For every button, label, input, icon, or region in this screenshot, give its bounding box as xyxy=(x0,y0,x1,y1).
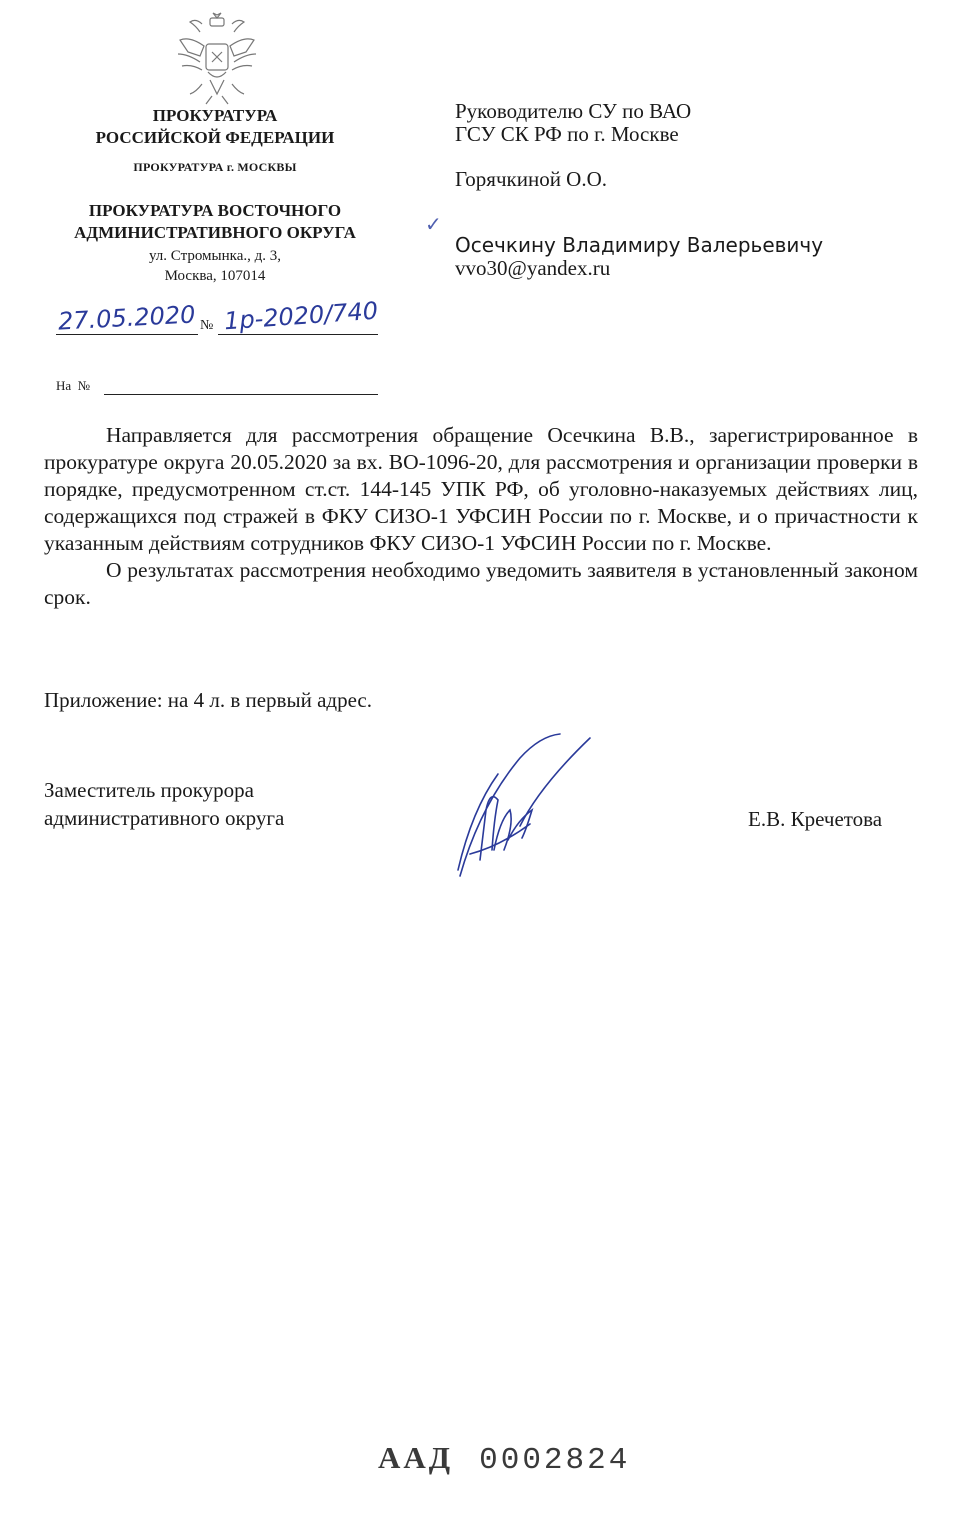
position-line2: административного округа xyxy=(44,806,285,830)
dept-line1: ПРОКУРАТУРА ВОСТОЧНОГО xyxy=(88,201,342,220)
reply-underline xyxy=(104,394,378,395)
recipient-1-line1: Руководителю СУ по ВАО xyxy=(455,99,692,123)
number-label: № xyxy=(200,318,214,333)
attachment-note: Приложение: на 4 л. в первый адрес. xyxy=(44,688,372,712)
body-paragraph-2: О результатах рассмотрения необходимо уведомить заявителя в установленный законом срок. xyxy=(44,558,918,609)
recipient-2-email: vvo30@yandex.ru xyxy=(455,256,611,280)
handwritten-signature xyxy=(450,730,610,890)
org-name xyxy=(60,105,370,149)
org-sub: ПРОКУРАТУРА г. МОСКВЫ xyxy=(133,160,297,174)
recipient-2-name: Осечкину Владимиру Валерьевичу xyxy=(455,233,824,257)
signatory-position xyxy=(44,776,284,832)
form-serial-number xyxy=(378,1440,630,1478)
dept-address xyxy=(60,246,370,286)
serial-series: ААД xyxy=(378,1440,454,1475)
recipient-1-line2: ГСУ СК РФ по г. Москве xyxy=(455,122,679,146)
address-line2: Москва, 107014 xyxy=(164,268,266,284)
address-line1: ул. Стромынка., д. 3, xyxy=(148,248,282,264)
recipient-1-name: Горячкиной О.О. xyxy=(455,167,608,191)
recipient-1 xyxy=(455,100,691,146)
org-line1: ПРОКУРАТУРА xyxy=(152,106,278,125)
signatory-name: Е.В. Кречетова xyxy=(748,807,883,831)
position-line1: Заместитель прокурора xyxy=(44,778,254,802)
dept-line2: АДМИНИСТРАТИВНОГО ОКРУГА xyxy=(74,223,356,242)
handwritten-date: 27.05.2020 xyxy=(57,300,197,336)
dept-name xyxy=(60,200,370,244)
coat-of-arms-emblem xyxy=(172,10,262,110)
reply-label: На № xyxy=(56,378,91,393)
letter-body xyxy=(44,422,918,611)
check-mark: ✓ xyxy=(425,212,442,236)
body-paragraph-1: Направляется для рассмотрения обращение Осечкина В.В., зарегистрированное в прокуратуре округа 20.05.2020 за вх. ВО-1096-20, для рассмотрения и организации проверки в порядке, предусмотренном ст.ст. 144-145 УПК РФ, об уголовно-наказуемых действиях лиц, содержащихся под стражей в ФКУ СИЗО-1 УФСИН России по г. Москве, и о причастности к указанным действиям сотрудников ФКУ СИЗО-1 УФСИН России по г. Москве. xyxy=(44,423,918,555)
handwritten-number: 1р-2020/740 xyxy=(223,296,379,336)
serial-number: 0002824 xyxy=(479,1443,631,1478)
org-line2: РОССИЙСКОЙ ФЕДЕРАЦИИ xyxy=(95,128,335,147)
